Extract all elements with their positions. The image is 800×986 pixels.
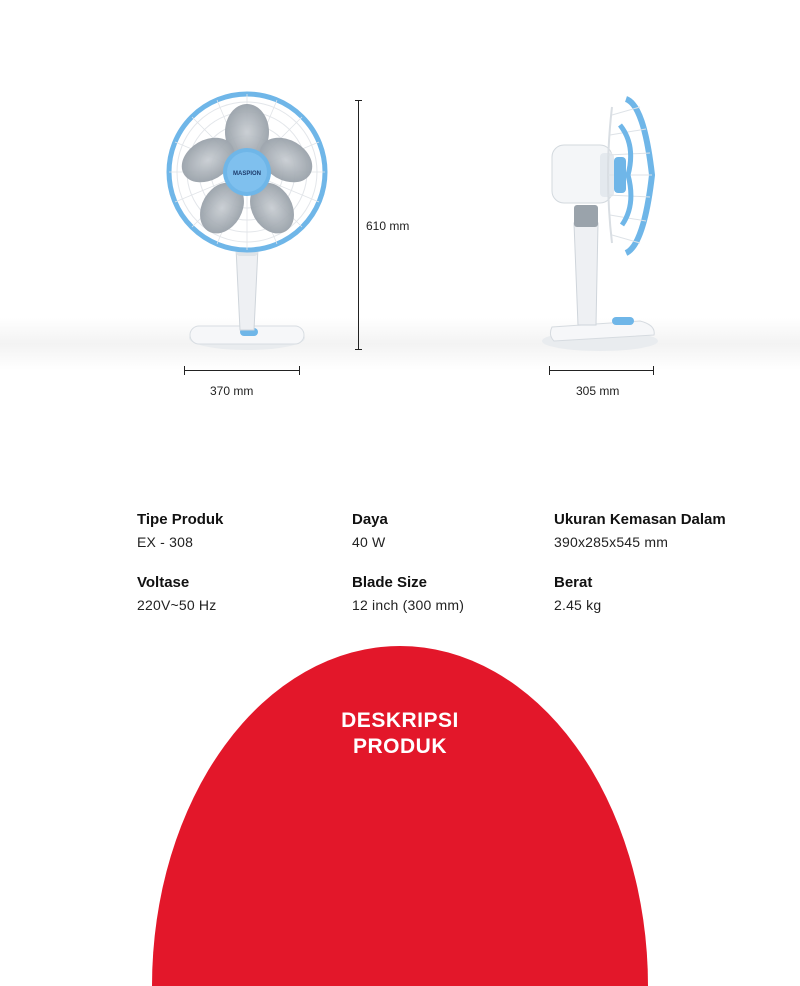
spec-daya <box>352 511 388 550</box>
height-dimension-line <box>358 100 359 350</box>
height-tick-bottom <box>355 349 362 350</box>
spec-blade-size <box>352 574 464 613</box>
spec-berat <box>554 574 601 613</box>
spec-label: Ukuran Kemasan Dalam <box>554 511 726 528</box>
front-width-tick-right <box>299 366 300 375</box>
footer-title <box>0 708 800 760</box>
brand-logo: MASPION <box>232 171 262 177</box>
spec-label: Voltase <box>137 574 190 591</box>
footer-red-arc <box>152 646 648 986</box>
side-depth-dimension-line <box>549 370 654 371</box>
side-depth-tick-left <box>549 366 550 375</box>
spec-value: 2.45 kg <box>554 597 602 613</box>
spec-voltase <box>137 574 216 613</box>
fan-side-view <box>540 95 670 355</box>
spec-value: 12 inch (300 mm) <box>352 597 465 613</box>
side-depth-tick-right <box>653 366 654 375</box>
product-floor-shadow <box>0 318 800 370</box>
spec-label: Blade Size <box>352 574 428 591</box>
side-depth-label: 305 mm <box>576 384 620 398</box>
front-width-dimension-line <box>184 370 300 371</box>
spec-label: Berat <box>554 574 593 591</box>
footer-title-line2: PRODUK <box>352 735 447 758</box>
spec-value: EX - 308 <box>137 534 194 550</box>
spec-label: Daya <box>352 511 388 528</box>
front-width-label: 370 mm <box>210 384 254 398</box>
spec-value: 40 W <box>352 534 386 550</box>
spec-value: 390x285x545 mm <box>554 534 669 550</box>
height-tick-top <box>355 100 362 101</box>
front-width-tick-left <box>184 366 185 375</box>
footer-title-line1: DESKRIPSI <box>341 709 459 732</box>
spec-ukuran-kemasan <box>554 511 726 550</box>
spec-label: Tipe Produk <box>137 511 224 528</box>
height-label: 610 mm <box>366 219 410 233</box>
spec-value: 220V~50 Hz <box>137 597 217 613</box>
fan-front-view <box>150 90 330 360</box>
spec-tipe-produk <box>137 511 223 550</box>
